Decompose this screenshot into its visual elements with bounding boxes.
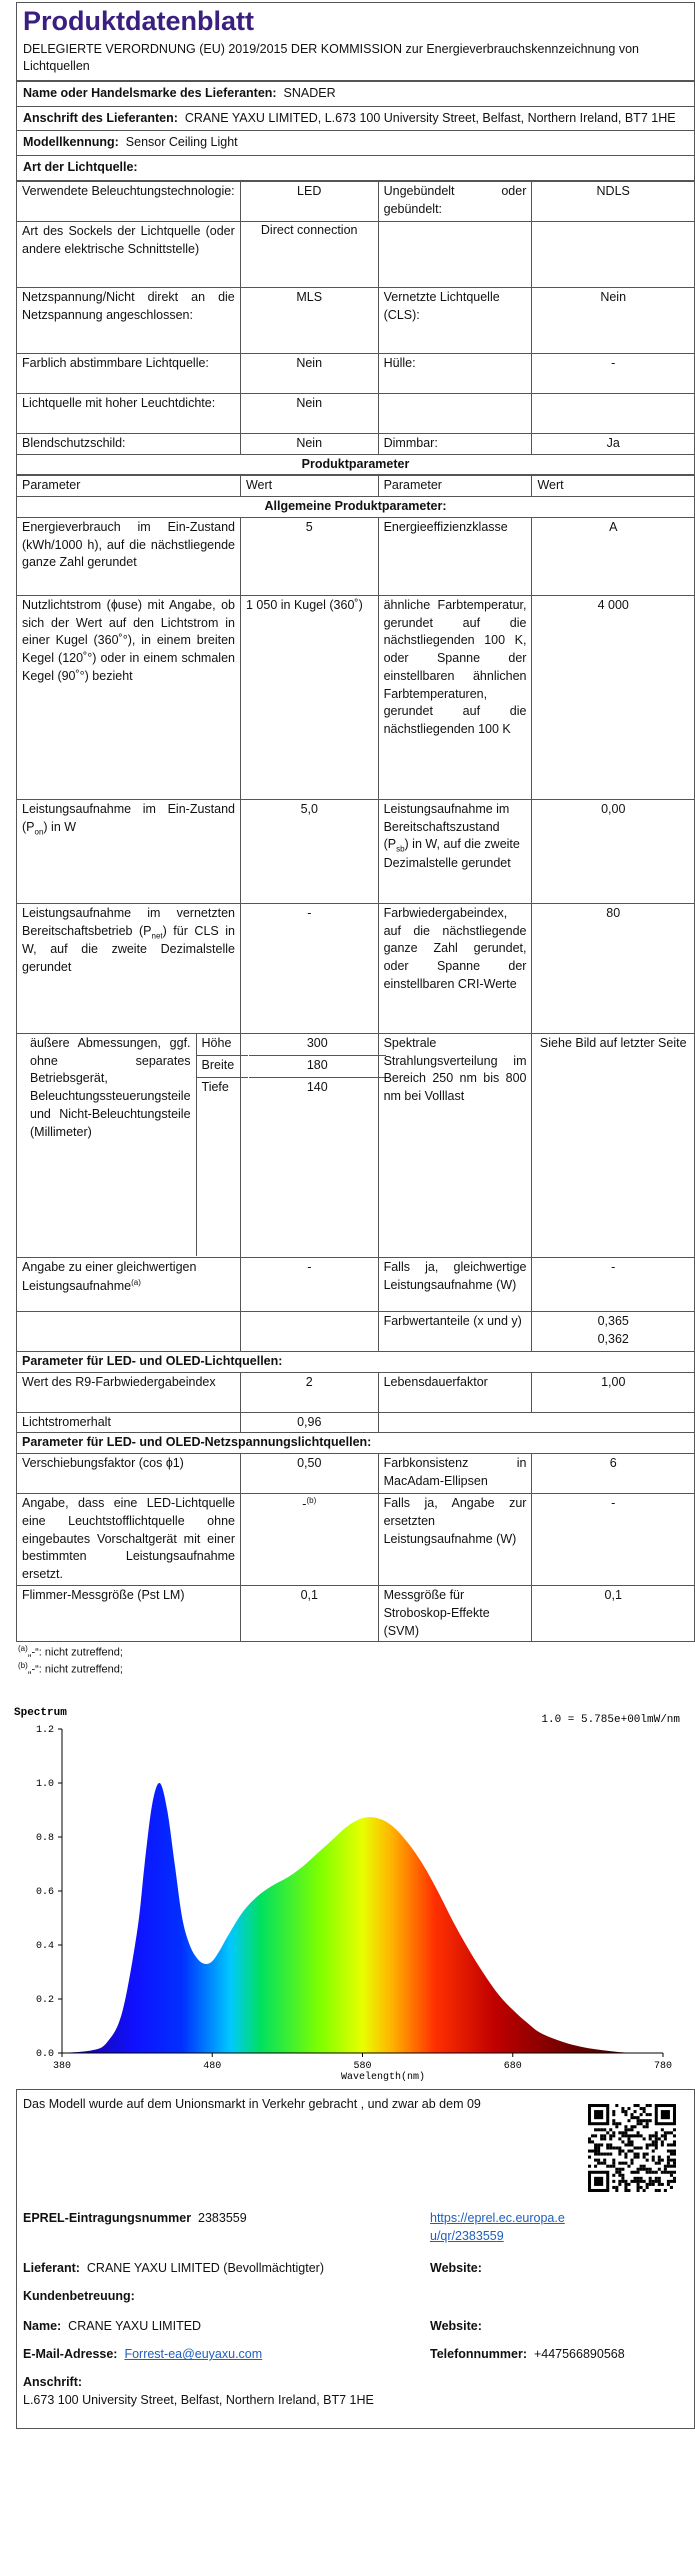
empty-cell [378, 1412, 694, 1433]
width-label: Breite [196, 1056, 248, 1078]
type-value [532, 221, 695, 287]
type-label: Blendschutzschild: [17, 433, 241, 454]
eprel-link-wrap [430, 2210, 575, 2246]
empty-cell [17, 1311, 241, 1351]
email-label: E-Mail-Adresse: [23, 2347, 118, 2362]
x-tick-label: 780 [653, 2061, 673, 2073]
x-tick-label: 580 [353, 2061, 372, 2073]
chart-annotation: 1.0 = 5.785e+00lmW/nm [541, 1714, 680, 1727]
param-label: Leistungsaufnahme im Bereitschaftszustand $(P_{sb})$ in W, auf die zweite Dezimalstelle gerundet [378, 799, 532, 903]
chart-title: Spectrum [14, 1707, 67, 1720]
col-header: Wert [240, 476, 378, 497]
height-label: Höhe [196, 1034, 248, 1056]
footnotes [18, 1644, 687, 1677]
depth-label: Tiefe [201, 1080, 229, 1095]
param-label: Falls ja, gleichwertige Leistungsaufnahme (W) [378, 1257, 532, 1311]
market-text: Das Modell wurde auf dem Unionsmarkt in Verkehr gebracht , und zwar ab dem 09 [23, 2097, 481, 2112]
type-label: Vernetzte Lichtquelle (CLS): [378, 287, 532, 353]
dimensions-values-cell [240, 1033, 378, 1257]
phone-value: +447566890568 [533, 2347, 625, 2362]
param-value: 0,00 [532, 799, 695, 903]
type-label [378, 393, 532, 433]
param-label: Messgröße für Stroboskop-Effekte (SVM) [378, 1586, 532, 1642]
param-value: 6 [532, 1454, 695, 1494]
col-header: Parameter [378, 476, 532, 497]
website2-label: Website: [430, 2319, 482, 2334]
y-tick-label: 0.0 [35, 2049, 54, 2061]
dimensions-cell [17, 1033, 241, 1257]
type-value: MLS [240, 287, 378, 353]
footnote: $^{(b)}$„-“: nicht zutreffend; [18, 1660, 123, 1676]
param-label: Lichtstromerhalt [17, 1412, 241, 1433]
eprel-row [23, 2210, 690, 2228]
x-tick-label: 480 [203, 2061, 222, 2073]
type-label: Lichtquelle mit hoher Leuchtdichte: [17, 393, 241, 433]
param-value: 80 [532, 903, 695, 1033]
param-label: Leistungsaufnahme im Ein-Zustand $(P_{on})$ in W [17, 799, 241, 903]
name-value: CRANE YAXU LIMITED [68, 2319, 202, 2334]
supplier-label: Lieferant: [23, 2261, 80, 2276]
type-value: Nein [240, 433, 378, 454]
type-value: Nein [532, 287, 695, 353]
param-label: Farbwiedergabeindex, auf die nächstliegende ganze Zahl gerundet, oder Spanne der einstellbaren CRI-Werte [378, 903, 532, 1033]
param-value: 0,365 0,362 [532, 1311, 695, 1351]
model-value: Sensor Ceiling Light [125, 135, 238, 150]
param-label: Wert des R9-Farbwiedergabeindex [17, 1372, 241, 1412]
type-value: Nein [240, 353, 378, 393]
param-label: Energieeffizienzklasse [378, 517, 532, 595]
eprel-link[interactable]: https://eprel.ec.europa.eu/qr/2383559 [430, 2211, 565, 2243]
type-value [532, 393, 695, 433]
param-value: - [532, 1494, 695, 1586]
x-axis-label: Wavelength(nm) [340, 2072, 426, 2084]
type-value: Ja [532, 433, 695, 454]
type-label: Netzspannung/Nicht direkt an die Netzspannung angeschlossen: [17, 287, 241, 353]
regulation-text: DELEGIERTE VERORDNUNG (EU) 2019/2015 DER KOMMISSION zur Energieverbrauchskennzeichnung von Lichtquellen [23, 41, 639, 74]
width-value: 180 [249, 1056, 386, 1078]
address-value-bottom: L.673 100 University Street, Belfast, Northern Ireland, BT7 1HE [23, 2393, 374, 2408]
dimensions-table [25, 1034, 248, 1256]
website-label: Website: [430, 2261, 482, 2276]
param-value: 5 [240, 517, 378, 595]
service-heading: Kundenbetreuung: [23, 2289, 135, 2304]
param-value: 0,1 [240, 1586, 378, 1642]
model-label: Modellkennung: [23, 135, 119, 150]
param-label: Spektrale Strahlungsverteilung im Bereich 250 nm bis 800 nm bei Volllast [378, 1033, 532, 1257]
type-value: - [532, 353, 695, 393]
param-value: 1 050 in Kugel (360˚) [240, 595, 378, 799]
dimensions-label: äußere Abmessungen, ggf. ohne separates Betriebsgerät, Beleuchtungssteuerungsteile und Nicht-Beleuchtungsteile (Millimeter) [25, 1034, 196, 1256]
empty-cell [240, 1311, 378, 1351]
height-value: 300 [249, 1034, 386, 1056]
param-label: ähnliche Farbtemperatur, gerundet auf die nächstliegenden 100 K, oder Spanne der einstellbaren ähnlichen Farbtemperaturen, gerundet auf die nächstliegenden 100 K [378, 595, 532, 799]
param-value: 1,00 [532, 1372, 695, 1412]
supplier-value: CRANE YAXU LIMITED (Bevollmächtigter) [86, 2261, 325, 2276]
y-tick-label: 0.4 [35, 1941, 54, 1953]
name-label: Name: [23, 2319, 62, 2334]
type-label: Farblich abstimmbare Lichtquelle: [17, 353, 241, 393]
type-label: Hülle: [378, 353, 532, 393]
type-value: NDLS [532, 181, 695, 221]
type-label: Verwendete Beleuchtungstechnologie: [17, 181, 241, 221]
footnote: $^{(a)}$„-“: nicht zutreffend; [18, 1644, 123, 1659]
param-value: 2 [240, 1372, 378, 1412]
type-label: Ungebündelt oder gebündelt: [378, 181, 532, 221]
param-value: Siehe Bild auf letzter Seite [532, 1033, 695, 1257]
x-tick-label: 680 [503, 2061, 522, 2073]
type-label: Art des Sockels der Lichtquelle (oder andere elektrische Schnittstelle) [17, 221, 241, 287]
y-tick-label: 0.2 [35, 1995, 54, 2007]
param-value: -$^{(b)}$ [240, 1494, 378, 1586]
param-label: Angabe, dass eine LED-Lichtquelle eine Leuchtstofflichtquelle ohne eingebautes Vorschaltgerät mit einer bestimmten Leistungsaufnahme ersetzt. [17, 1494, 241, 1586]
param-label: Leistungsaufnahme im vernetzten Bereitschaftsbetrieb $(P_{net})$ für CLS in W, auf die zweite Dezimalstelle gerundet [17, 903, 241, 1033]
address-value: CRANE YAXU LIMITED, L.673 100 University Street, Belfast, Northern Ireland, BT7 1HE [184, 110, 676, 125]
param-label: Angabe zu einer gleichwertigen Leistungsaufnahme$^{(a)}$ [17, 1257, 241, 1311]
datasheet-header [16, 2, 695, 81]
y-tick-label: 1.2 [35, 1725, 54, 1737]
supplier-info-table [16, 81, 695, 181]
param-value: 0,50 [240, 1454, 378, 1494]
col-header: Parameter [17, 476, 241, 497]
trademark-label: Name oder Handelsmarke des Lieferanten: [23, 85, 277, 100]
y-tick-label: 0.6 [35, 1887, 54, 1899]
y-tick-label: 1.0 [35, 1779, 54, 1791]
eprel-number: 2383559 [198, 2211, 247, 2226]
param-value: 0,1 [532, 1586, 695, 1642]
spectrum-svg [8, 1701, 687, 2089]
type-label [378, 221, 532, 287]
product-params-table [16, 475, 695, 1642]
email-link[interactable]: Forrest-ea@euyaxu.com [124, 2347, 263, 2362]
type-value: Nein [240, 393, 378, 433]
mains-params-heading: Parameter für LED- und OLED-Netzspannungslichtquellen: [17, 1433, 695, 1454]
col-header: Wert [532, 476, 695, 497]
depth-value: 140 [306, 1080, 328, 1095]
eprel-label: EPREL-Eintragungsnummer [23, 2211, 192, 2226]
param-value: - [532, 1257, 695, 1311]
registration-info [16, 2089, 695, 2429]
product-params-heading: Produktparameter [17, 454, 695, 475]
light-source-type-heading: Art der Lichtquelle: [17, 156, 695, 181]
y-tick-label: 0.8 [35, 1833, 54, 1845]
phone-label: Telefonnummer: [430, 2347, 527, 2362]
param-label: Farbkonsistenz in MacAdam-Ellipsen [378, 1454, 532, 1494]
address-label: Anschrift des Lieferanten: [23, 110, 178, 125]
address-row [17, 106, 695, 131]
param-label: Flimmer-Messgröße (Pst LM) [17, 1586, 241, 1642]
type-value: LED [240, 181, 378, 221]
param-label: Energieverbrauch im Ein-Zustand (kWh/1000 h), auf die nächstliegende ganze Zahl gerundet [17, 517, 241, 595]
param-value: - [240, 1257, 378, 1311]
param-label: Farbwertanteile (x und y) [378, 1311, 532, 1351]
param-label: Nutzlichtstrom (ɸuse) mit Angabe, ob sich der Wert auf den Lichtstrom in einer Kugel (360˚°), in einem breiten Kegel (120˚°) oder in einem schmalen Kegel (90˚°) bezieht [17, 595, 241, 799]
x-tick-label: 380 [52, 2061, 72, 2073]
page-title: Produktdatenblatt [23, 6, 255, 36]
type-value: Direct connection [240, 221, 378, 287]
param-value: 5,0 [240, 799, 378, 903]
param-value: 4 000 [532, 595, 695, 799]
trademark-value: SNADER [283, 85, 336, 100]
param-label: Lebensdauerfaktor [378, 1372, 532, 1412]
param-label: Falls ja, Angabe zur ersetzten Leistungsaufnahme (W) [378, 1494, 532, 1586]
address-label-bottom: Anschrift: [23, 2375, 83, 2390]
type-label: Dimmbar: [378, 433, 532, 454]
dimensions-values [249, 1034, 386, 1256]
param-value: 0,96 [240, 1412, 378, 1433]
spectrum-chart [8, 1701, 695, 2089]
led-params-heading: Parameter für LED- und OLED-Lichtquellen: [17, 1351, 695, 1372]
param-value: - [240, 903, 378, 1033]
param-value: A [532, 517, 695, 595]
model-row [17, 131, 695, 156]
light-source-type-table [16, 181, 695, 476]
general-params-heading: Allgemeine Produktparameter: [17, 497, 695, 518]
product-datasheet-page [0, 2, 695, 2560]
trademark-row [17, 81, 695, 106]
qr-code-icon[interactable] [588, 2104, 676, 2192]
phone-row [430, 2346, 690, 2364]
param-label: Verschiebungsfaktor (cos ɸ1) [17, 1454, 241, 1494]
